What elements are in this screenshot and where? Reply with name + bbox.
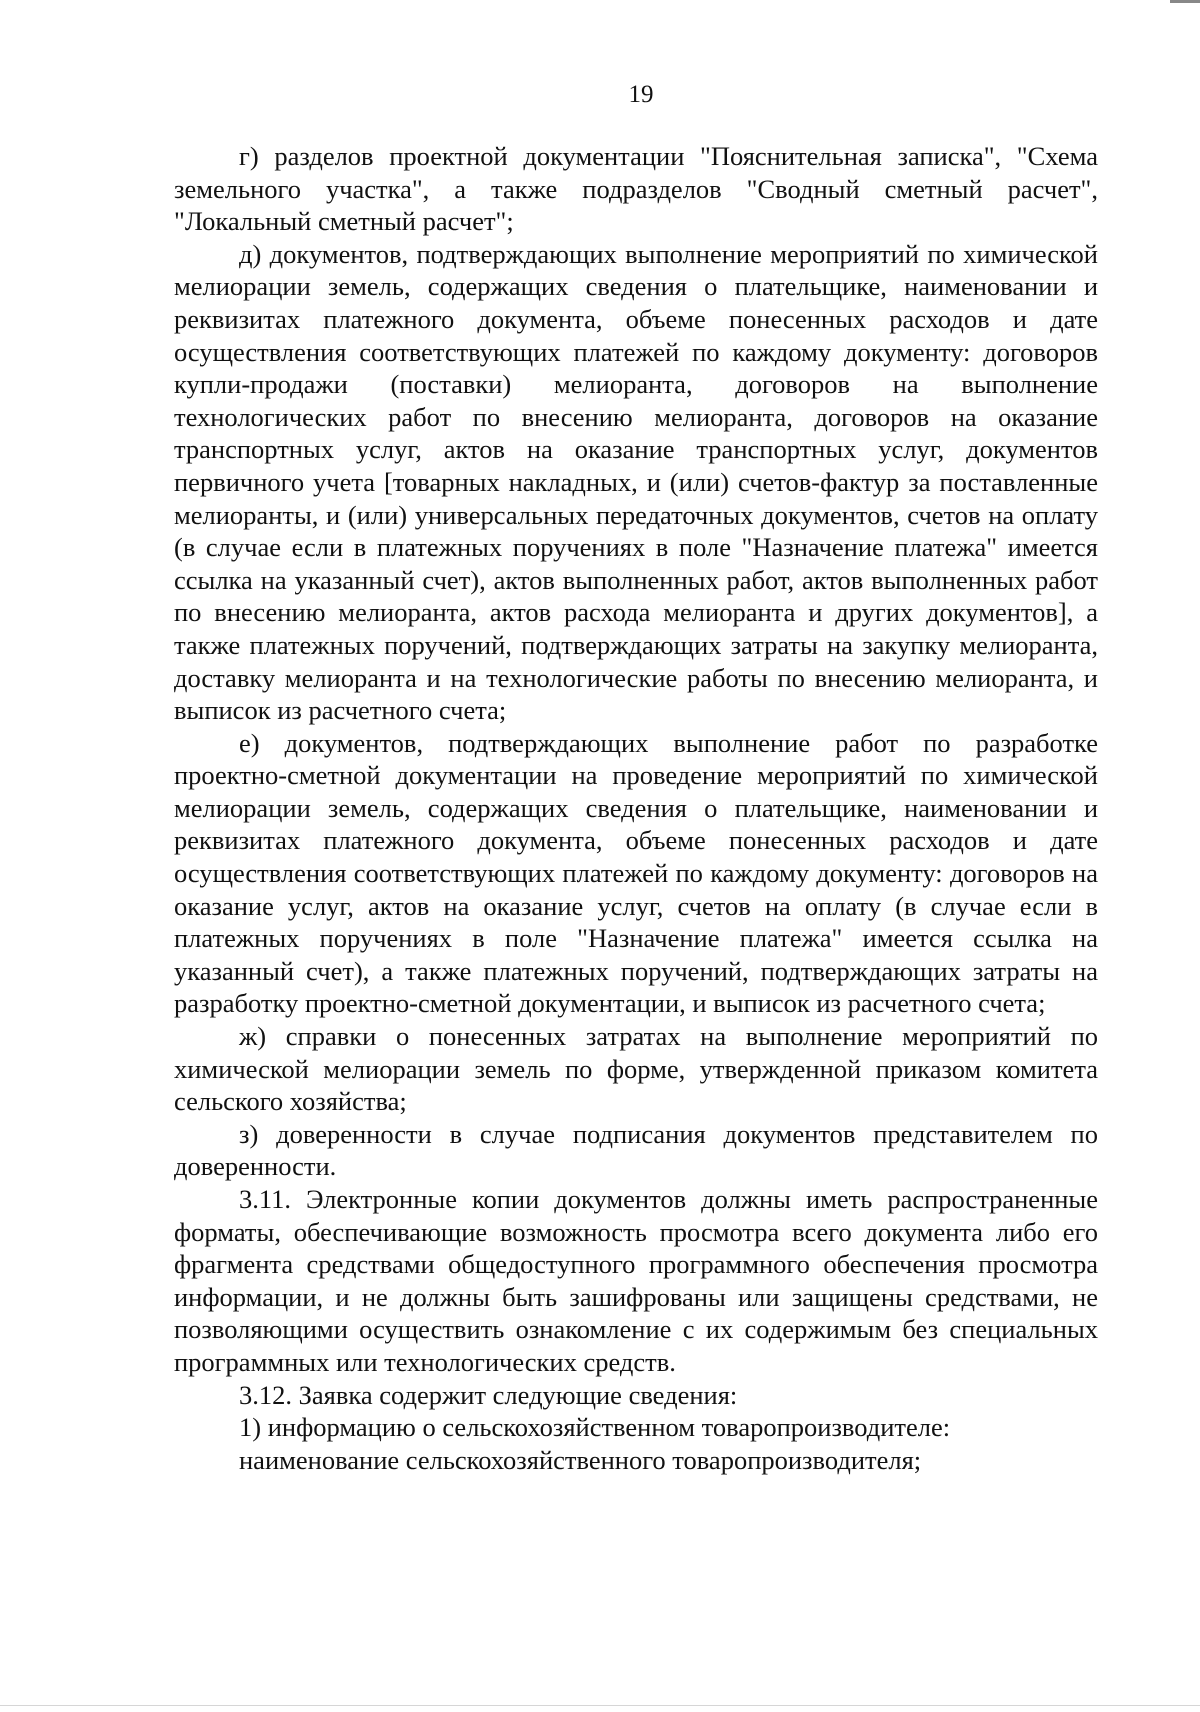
paragraph-item-1: 1) информацию о сельскохозяйственном товаропроизводителе:: [239, 1412, 951, 1443]
paragraph-clause-3-11: 3.11. Электронные копии документов должны иметь распространенные форматы, обеспечивающие возможность просмотра всего документа либо его фрагмента средствами общедоступного программного обеспечения просмотра информации, и не должны быть зашифрованы или защищены средствами, не позволяющими осуществить ознакомление с их содержимым без специальных программных или технологических средств.: [174, 1184, 1098, 1377]
scan-edge-line: [0, 1705, 1200, 1706]
paragraph-item-zh: ж) справки о понесенных затратах на выполнение мероприятий по химической мелиорации земель по форме, утвержденной приказом комитета сельского хозяйства;: [174, 1021, 1098, 1117]
paragraph-producer-name: наименование сельскохозяйственного товаропроизводителя;: [239, 1444, 922, 1475]
document-body: [174, 140, 1098, 1476]
paragraph-item-e: е) документов, подтверждающих выполнение работ по разработке проектно-сметной документации на проведение мероприятий по химической мелиорации земель, содержащих сведения о плательщике, наименовании и реквизитах платежного документа, объеме понесенных расходов и дате осуществления соответствующих платежей по каждому документу: договоров на оказание услуг, актов на оказание услуг, счетов на оплату (в случае если в платежных поручениях в поле "Назначение платежа" имеется ссылка на указанный счет), а также платежных поручений, подтверждающих затраты на разработку проектно-сметной документации, и выписок из расчетного счета;: [174, 727, 1098, 1019]
paragraph-item-d: д) документов, подтверждающих выполнение мероприятий по химической мелиорации земель, содержащих сведения о плательщике, наименовании и реквизитах платежного документа, объеме понесенных расходов и дате осуществления соответствующих платежей по каждому документу: договоров купли-продажи (поставки) мелиоранта, договоров на выполнение технологических работ по внесению мелиоранта, договоров на оказание транспортных услуг, актов на оказание транспортных услуг, документов первичного учета [товарных накладных, и (или) счетов-фактур за поставленные мелиоранты, и (или) универсальных передаточных документов, счетов на оплату (в случае если в платежных поручениях в поле "Назначение платежа" имеется ссылка на указанный счет), актов выполненных работ, актов выполненных работ по внесению мелиоранта, актов расхода мелиоранта и других документов], а также платежных поручений, подтверждающих затраты на закупку мелиоранта, доставку мелиоранта и на технологические работы по внесению мелиоранта, и выписок из расчетного счета;: [174, 238, 1098, 726]
paragraph-item-g: г) разделов проектной документации "Пояснительная записка", "Схема земельного участка", а также подразделов "Сводный сметный расчет", "Локальный сметный расчет";: [174, 141, 1098, 237]
scan-edge-mark: [1170, 0, 1200, 3]
paragraph-clause-3-12: 3.12. Заявка содержит следующие сведения:: [239, 1379, 738, 1410]
paragraph-item-z: з) доверенности в случае подписания документов представителем по доверенности.: [174, 1118, 1098, 1182]
page-number: 19: [628, 81, 654, 108]
